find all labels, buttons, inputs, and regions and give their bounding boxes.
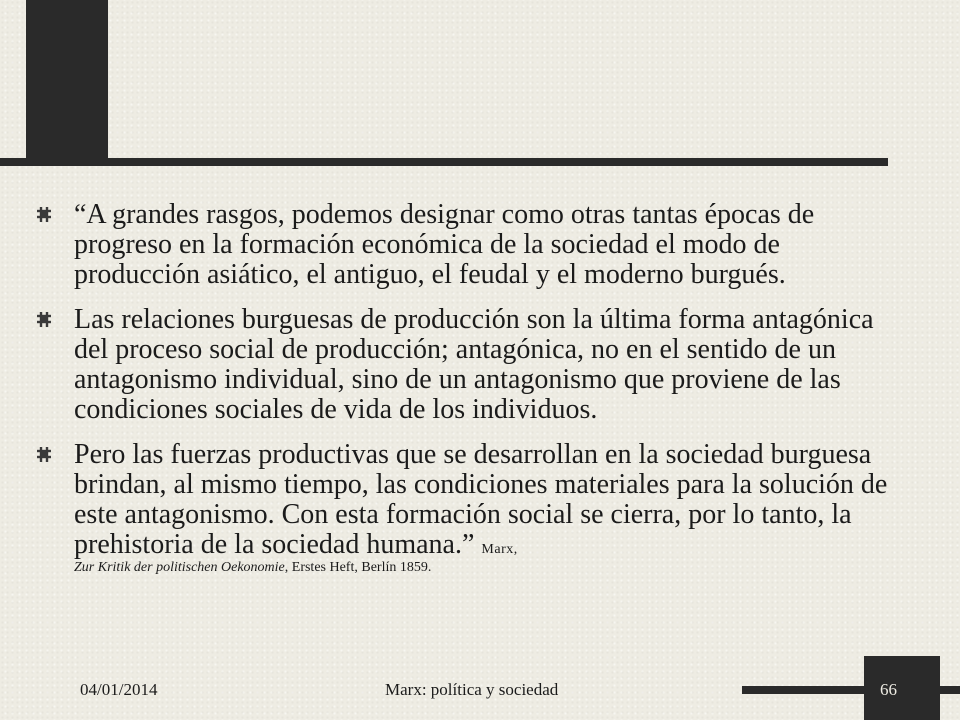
paragraph-3-body: Pero las fuerzas productivas que se desarrollan en la sociedad burguesa brindan, al mismo tiempo, las condiciones materiales para la solución de este antagonismo. Con esta formación social se cierra, por lo tanto, la prehistoria de la sociedad humana.” (74, 439, 888, 560)
hash-bullet-icon (34, 309, 54, 329)
page-number: 66 (880, 680, 897, 699)
bullet-item-3 (32, 440, 912, 576)
hash-bullet-icon (34, 444, 54, 464)
decorative-horizontal-rule (0, 158, 888, 166)
decorative-footer-rule (742, 686, 960, 694)
bullet-item-1 (32, 200, 912, 290)
hash-bullet-icon (34, 204, 54, 224)
citation-details: , Erstes Heft, Berlín 1859. (284, 560, 432, 575)
paragraph-text-1: “A grandes rasgos, podemos designar como otras tantas épocas de progreso en la formación económica de la sociedad el modo de producción asiático, el antiguo, el feudal y el moderno burgués. (74, 199, 815, 290)
slide-body (32, 200, 912, 576)
footer-date: 04/01/2014 (80, 680, 158, 699)
citation-author: Marx, (481, 542, 518, 557)
decorative-vertical-bar (26, 0, 108, 160)
citation-work-title: Zur Kritik der politischen Oekonomie (74, 560, 285, 575)
paragraph-text-2: Las relaciones burguesas de producción son la última forma antagónica del proceso social de producción; antagónica, no en el sentido de un antagonismo individual, sino de un antagonismo que proviene de las condiciones sociales de vida de los individuos. (74, 304, 874, 425)
footer-title: Marx: política y sociedad (385, 680, 559, 699)
paragraph-text-3 (74, 440, 912, 576)
bullet-item-2 (32, 305, 912, 425)
citation-source (74, 560, 912, 576)
